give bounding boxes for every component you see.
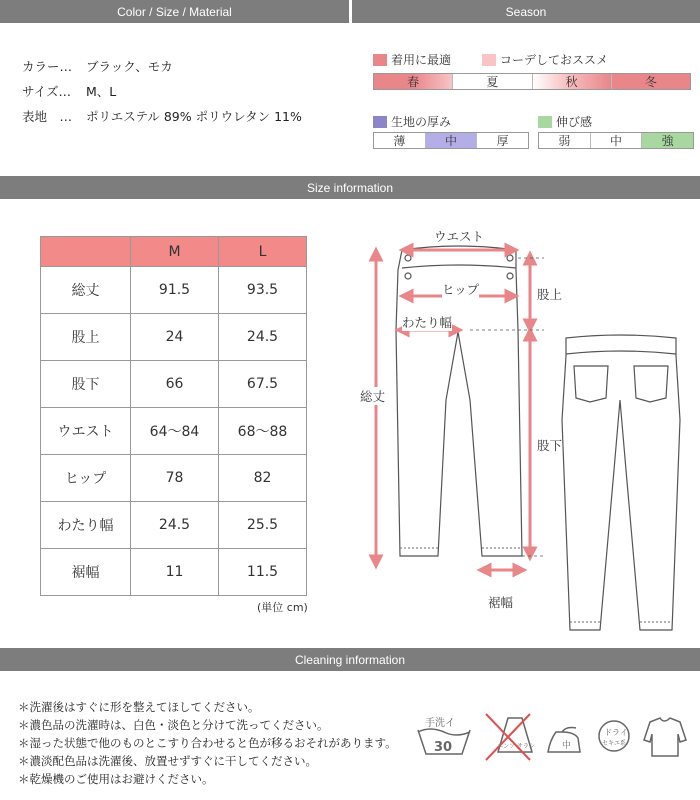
flat-dry-shirt-icon bbox=[644, 718, 686, 756]
no-bleach-icon bbox=[486, 714, 532, 760]
size-value: M、L bbox=[85, 84, 117, 99]
inseam-label: 股下 bbox=[537, 438, 563, 453]
row-label: ウエスト bbox=[41, 408, 131, 455]
thickness-thick: 厚 bbox=[496, 134, 509, 148]
cell-m: 64～84 bbox=[131, 408, 219, 455]
cell-m: 24.5 bbox=[131, 502, 219, 549]
season-autumn: 秋 bbox=[533, 74, 612, 89]
hip-label: ヒップ bbox=[442, 282, 480, 297]
row-label: ヒップ bbox=[41, 455, 131, 502]
thickness-label: 生地の厚み bbox=[391, 115, 452, 129]
hem-label: 裾幅 bbox=[488, 595, 514, 610]
cell-m: 66 bbox=[131, 361, 219, 408]
best-label: 着用に最適 bbox=[391, 53, 452, 67]
cell-l: 25.5 bbox=[219, 502, 307, 549]
thigh-label: わたり幅 bbox=[402, 315, 453, 330]
row-label: 裾幅 bbox=[41, 549, 131, 596]
fabric-value: ポリエステル 89% ポリウレタン 11% bbox=[85, 109, 302, 124]
waist-label: ウエスト bbox=[434, 229, 485, 244]
cleaning-header: Cleaning information bbox=[0, 648, 700, 671]
row-label: 股下 bbox=[41, 361, 131, 408]
thickness-thin: 薄 bbox=[374, 133, 426, 148]
cell-l: 68～88 bbox=[219, 408, 307, 455]
cell-m: 78 bbox=[131, 455, 219, 502]
cell-m: 91.5 bbox=[131, 267, 219, 314]
season-header: Season bbox=[352, 0, 700, 23]
no-bleach-text: エンソ サラシ bbox=[497, 743, 535, 750]
care-note: ＊洗濯後はすぐに形を整えてほしてください。 bbox=[18, 700, 260, 714]
care-note: ＊乾燥機のご使用はお避けください。 bbox=[18, 772, 214, 786]
row-label: 股上 bbox=[41, 314, 131, 361]
stretch-strong: 強 bbox=[642, 133, 693, 148]
coord-label: コーデしておススメ bbox=[500, 53, 609, 67]
cell-m: 11 bbox=[131, 549, 219, 596]
stretch-weak: 弱 bbox=[539, 133, 591, 148]
cell-m: 24 bbox=[131, 314, 219, 361]
material-header: Color / Size / Material bbox=[0, 0, 349, 23]
wash-temp-text: 30 bbox=[434, 740, 453, 755]
stretch-label: 伸び感 bbox=[556, 115, 593, 129]
cell-l: 24.5 bbox=[219, 314, 307, 361]
size-label: サイズ… bbox=[22, 84, 72, 99]
cell-l: 82 bbox=[219, 455, 307, 502]
col-m: M bbox=[131, 237, 219, 267]
color-label: カラー… bbox=[22, 59, 73, 74]
hand-wash-text: 手洗イ bbox=[425, 718, 455, 729]
care-note: ＊濃色品の洗濯時は、白色・淡色と分けて洗ってください。 bbox=[18, 718, 329, 732]
season-summer: 夏 bbox=[453, 74, 532, 89]
total-label: 総丈 bbox=[360, 389, 386, 404]
stretch-medium: 中 bbox=[591, 133, 643, 148]
dry-sub-text: セキユ系 bbox=[602, 740, 627, 747]
size-info-header: Size information bbox=[0, 176, 700, 199]
care-note: ＊湿った状態で他のものとこすり合わせると色が移るおそれがあります。 bbox=[18, 736, 397, 750]
season-winter: 冬 bbox=[612, 74, 690, 89]
care-note: ＊濃淡配色品は洗濯後、放置せずすぐに干してください。 bbox=[18, 754, 317, 768]
col-l: L bbox=[219, 237, 307, 267]
cell-l: 11.5 bbox=[219, 549, 307, 596]
row-label: わたり幅 bbox=[41, 502, 131, 549]
cell-l: 93.5 bbox=[219, 267, 307, 314]
iron-text: 中 bbox=[562, 741, 572, 751]
rise-label: 股上 bbox=[537, 287, 563, 302]
cell-l: 67.5 bbox=[219, 361, 307, 408]
dry-text: ドライ bbox=[604, 728, 628, 737]
unit-note: (単位 cm) bbox=[257, 601, 308, 614]
season-spring: 春 bbox=[374, 74, 453, 89]
row-label: 総丈 bbox=[41, 267, 131, 314]
color-value: ブラック、モカ bbox=[85, 59, 173, 74]
fabric-label: 表地 … bbox=[22, 109, 73, 124]
thickness-medium: 中 bbox=[426, 133, 478, 148]
